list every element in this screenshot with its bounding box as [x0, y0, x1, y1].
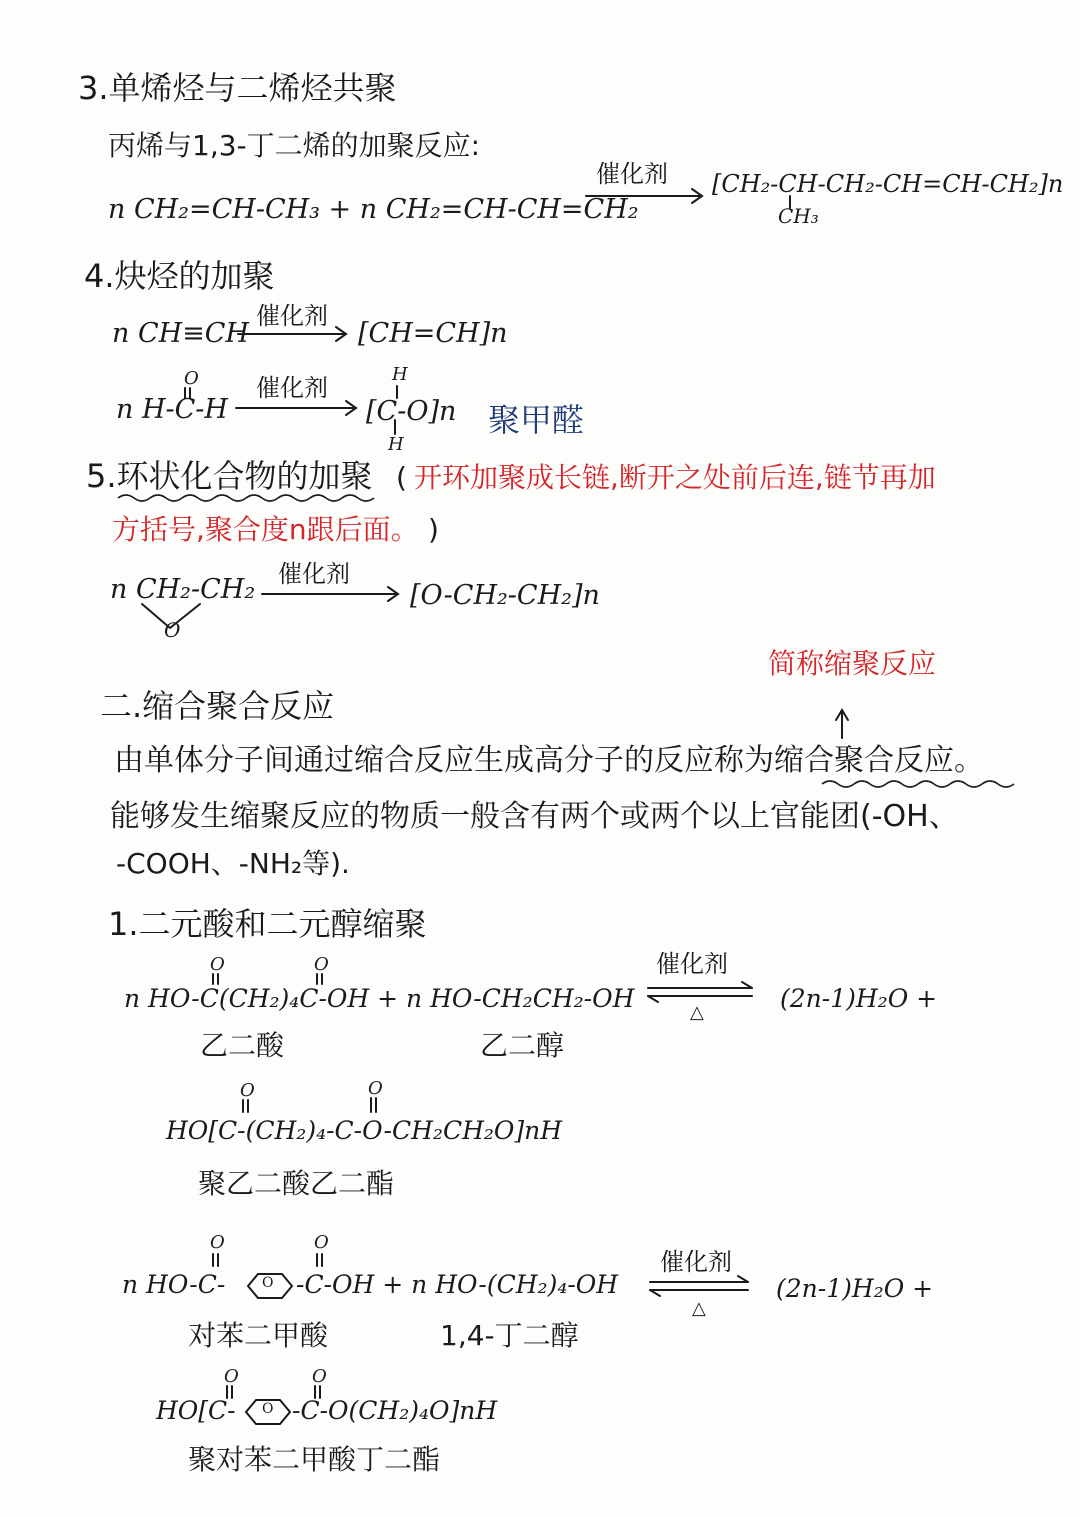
c1-name-ethanedioic-acid: 乙二酸 [200, 1029, 285, 1062]
equilibrium-arrow-1 [648, 982, 752, 1002]
c1-poly2-benzene-label: O [262, 1401, 274, 1417]
c1-eq2-benzene-label: O [262, 1275, 274, 1291]
c1-poly2-name: 聚对苯二甲酸丁二酯 [188, 1443, 441, 1476]
section4-eq1-left: n CH≡CH [112, 318, 250, 349]
epoxide-ring [142, 604, 200, 628]
condensation-def-line2: 能够发生缩聚反应的物质一般含有两个或两个以上官能团(-OH、 [110, 799, 959, 834]
section5-eq-left: n CH₂-CH₂ [110, 574, 256, 605]
reaction-arrow-s3 [586, 189, 702, 203]
section5-note-open: ( [396, 461, 407, 494]
c1-heading: 1.二元酸和二元醇缩聚 [108, 905, 427, 943]
polyoxymethylene-name: 聚甲醛 [488, 401, 585, 439]
section5-note-close: ) [428, 513, 439, 546]
section3-intro: 丙烯与1,3-丁二烯的加聚反应: [108, 129, 481, 162]
condensation-def-line1: 由单体分子间通过缩合反应生成高分子的反应称为缩合聚合反应。 [114, 743, 984, 778]
section4-eq2-oxygen: O [184, 368, 199, 389]
c1-poly1-oxygen-2: O [368, 1078, 383, 1099]
c1-eq2-heat: △ [692, 1298, 706, 1319]
c1-eq1-oxygen-1: O [210, 954, 225, 975]
c1-poly2-oxygen-2: O [312, 1366, 327, 1387]
c1-poly1-oxygen-1: O [240, 1080, 255, 1101]
c1-name-ethylene-glycol: 乙二醇 [480, 1029, 565, 1062]
c1-poly2-oxygen-1: O [224, 1366, 239, 1387]
benzene-ring-icon [248, 1274, 292, 1298]
c1-poly2-a: HO[C- [156, 1396, 236, 1425]
section4-eq2-catalyst: 催化剂 [256, 374, 328, 402]
c1-eq1-heat: △ [690, 1002, 704, 1023]
c1-poly1: HO[C-(CH₂)₄-C-O-CH₂CH₂O]nH [166, 1116, 563, 1145]
c1-eq2-left-b: -C-OH + n HO-(CH₂)₄-OH [296, 1270, 619, 1299]
c1-eq2-oxygen-1: O [210, 1232, 225, 1253]
c1-name-terephthalic-acid: 对苯二甲酸 [188, 1319, 329, 1352]
section5-note-line2: 方括号,聚合度n跟后面。 [112, 513, 419, 546]
section4-eq1-catalyst: 催化剂 [256, 302, 328, 330]
condensation-side-note: 简称缩聚反应 [768, 647, 937, 680]
reaction-arrow-s4-1 [238, 327, 346, 341]
section4-eq2-left: n H-C-H [116, 394, 228, 425]
section3-heading: 3.单烯烃与二烯烃共聚 [78, 69, 397, 107]
c1-eq1-oxygen-2: O [314, 954, 329, 975]
condensation-heading: 二.缩合聚合反应 [100, 687, 335, 725]
c1-poly1-name: 聚乙二酸乙二酯 [198, 1167, 395, 1200]
section3-branch: CH₃ [778, 204, 819, 228]
section5-product: [O-CH₂-CH₂]n [410, 580, 600, 611]
benzene-ring-icon-2 [246, 1400, 290, 1424]
c1-eq2-oxygen-2: O [314, 1232, 329, 1253]
up-arrow-icon [836, 710, 848, 738]
c1-eq2-catalyst: 催化剂 [660, 1248, 732, 1276]
section4-eq1-product: [CH=CH]n [358, 318, 508, 349]
reaction-arrow-s4-2 [236, 401, 356, 415]
section5-heading: 5.环状化合物的加聚 [86, 457, 373, 495]
section4-eq2-h-top: H [392, 364, 408, 385]
wavy-underline-s5 [118, 495, 374, 501]
reaction-arrow-s5 [262, 587, 398, 601]
c1-eq2-left-a: n HO-C- [122, 1270, 226, 1299]
section3-product: [CH₂-CH-CH₂-CH=CH-CH₂]n [712, 170, 1064, 198]
c1-eq1-right: (2n-1)H₂O + [780, 984, 938, 1013]
section3-catalyst: 催化剂 [596, 160, 668, 188]
c1-eq2-right: (2n-1)H₂O + [776, 1274, 934, 1303]
condensation-def-line3: -COOH、-NH₂等). [116, 847, 350, 880]
c1-eq1-left: n HO-C(CH₂)₄C-OH + n HO-CH₂CH₂-OH [124, 984, 635, 1013]
c1-poly2-b: -C-O(CH₂)₄O]nH [292, 1396, 498, 1425]
section4-eq2-product: [C-O]n [366, 396, 457, 427]
section5-catalyst: 催化剂 [278, 560, 350, 588]
section5-ring-oxygen: O [164, 618, 181, 642]
section4-eq2-h-bottom: H [388, 434, 404, 455]
section3-equation-left: n CH₂=CH-CH₃ + n CH₂=CH-CH=CH₂ [108, 194, 639, 225]
c1-eq1-catalyst: 催化剂 [656, 950, 728, 978]
wavy-underline-definition [822, 781, 1014, 787]
c1-name-butanediol: 1,4-丁二醇 [440, 1319, 579, 1352]
equilibrium-arrow-2 [650, 1276, 748, 1296]
section5-note-line1: 开环加聚成长链,断开之处前后连,链节再加 [414, 461, 936, 494]
section4-heading: 4.炔烃的加聚 [84, 257, 275, 295]
